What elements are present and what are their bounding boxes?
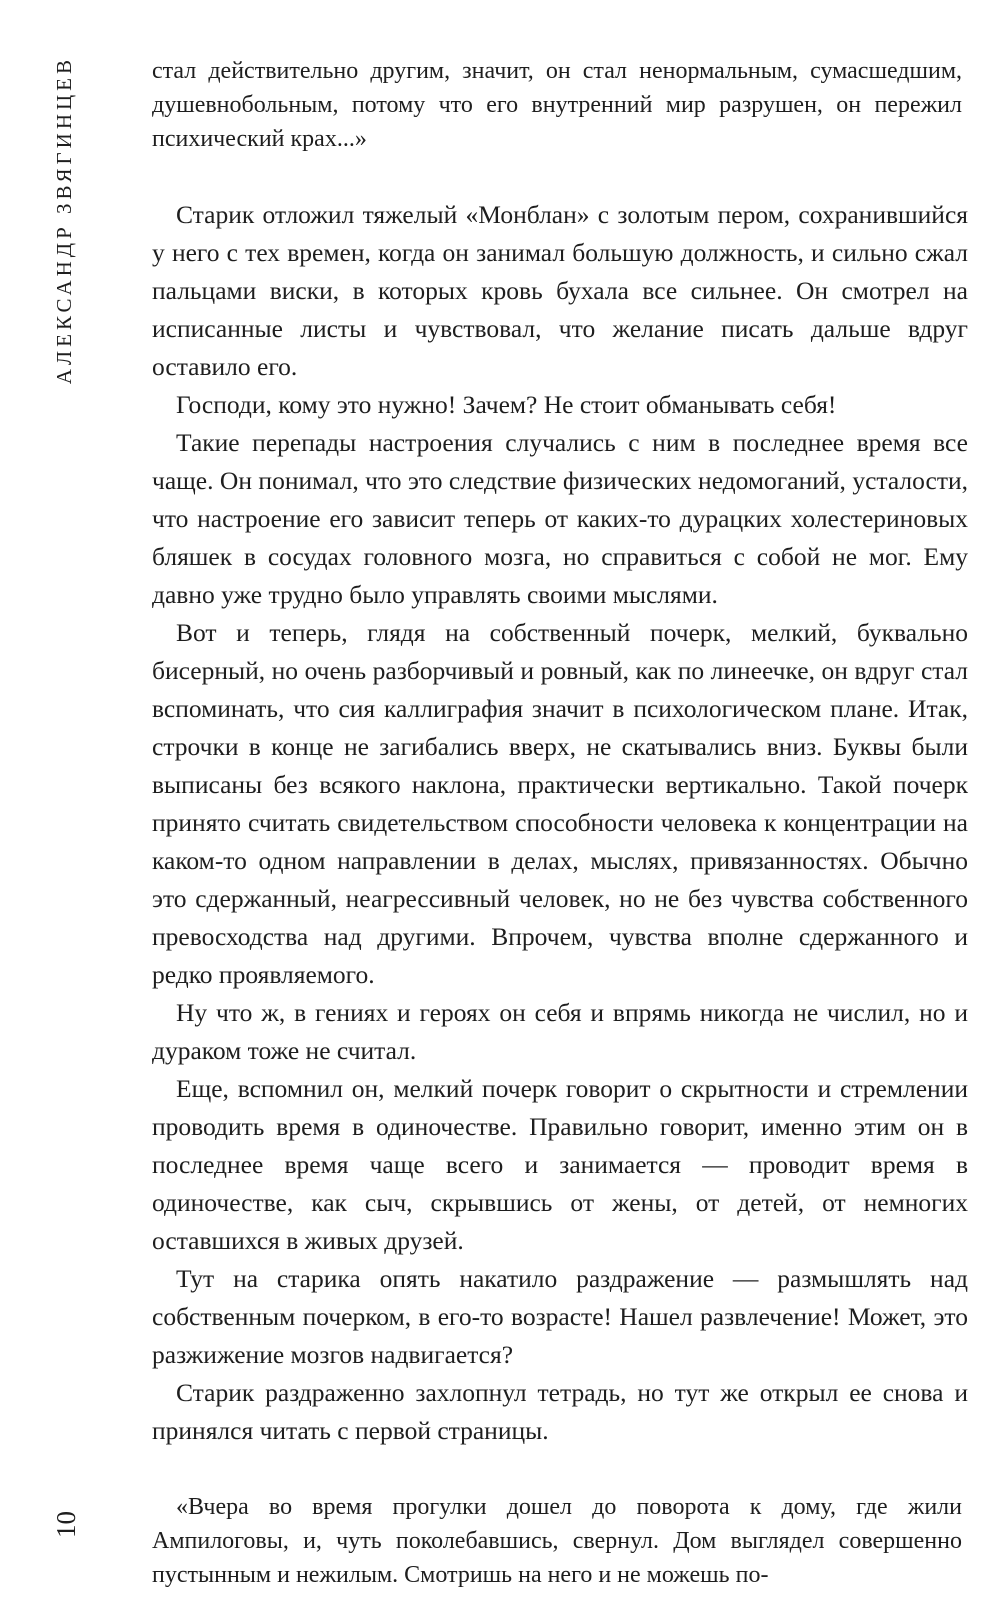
paragraph-2: Господи, кому это нужно! Зачем? Не стоит обманывать себя! — [176, 390, 837, 419]
paragraph-5: Ну что ж, в гениях и героях он себя и впрямь никогда не числил, но и дураком тоже не считал. — [152, 998, 968, 1065]
paragraph-3: Такие перепады настроения случались с ним в последнее время все чаще. Он понимал, что это следствие физических недомоганий, усталости, что настроение его зависит теперь от каких-то дурацких холестериновых бляшек в сосудах головного мозга, но справиться с собой не мог. Ему давно уже трудно было управлять своими мыслями. — [152, 428, 968, 609]
section-break — [152, 1450, 968, 1490]
page-number-text: 10 — [50, 1510, 81, 1538]
running-head-author — [42, 40, 86, 400]
text-column — [152, 54, 968, 1592]
quote-ending-paragraph: стал действительно другим, значит, он стал ненормальным, сумасшедшим, душевнобольным, потому что его внутренний мир разрушен, он пережил психический крах...» — [152, 58, 962, 152]
quote-start-paragraph: «Вчера во время прогулки дошел до поворота к дому, где жили Ампилоговы, и, чуть поколебавшись, свернул. Дом выглядел совершенно пустынным и нежилым. Смотришь на него и не можешь по- — [152, 1494, 962, 1588]
page-number — [48, 1494, 84, 1554]
paragraph-8: Старик раздраженно захлопнул тетрадь, но тут же открыл ее снова и принялся читать с первой страницы. — [152, 1378, 968, 1445]
section-break — [152, 156, 968, 196]
paragraph-1: Старик отложил тяжелый «Монблан» с золотым пером, сохранившийся у него с тех времен, когда он занимал большую должность, и сильно сжал пальцами виски, в которых кровь бухала все сильнее. Он смотрел на исписанные листы и чувствовал, что желание писать дальше вдруг оставило его. — [152, 200, 968, 381]
paragraph-7: Тут на старика опять накатило раздражение — размышлять над собственным почерком, в его-то возрасте! Нашел развлечение! Может, это разжижение мозгов надвигается? — [152, 1264, 968, 1369]
paragraph-4: Вот и теперь, глядя на собственный почерк, мелкий, буквально бисерный, но очень разборчивый и ровный, как по линеечке, он вдруг стал вспоминать, что сия каллиграфия значит в психологическом плане. Итак, строчки в конце не загибались вверх, не скатывались вниз. Буквы были выписаны без всякого наклона, практически вертикально. Такой почерк принято считать свидетельством способности человека к концентрации на каком-то одном направлении в делах, мыслях, привязанностях. Обычно это сдержанный, неагрессивный человек, но не без чувства собственного превосходства над другими. Впрочем, чувства вполне сдержанного и редко проявляемого. — [152, 618, 968, 989]
paragraph-6: Еще, вспомнил он, мелкий почерк говорит о скрытности и стремлении проводить время в одиночестве. Правильно говорит, именно этим он в последнее время чаще всего и занимается — проводит время в одиночестве, как сыч, скрывшись от жены, от детей, от немногих оставшихся в живых друзей. — [152, 1074, 968, 1255]
author-name: АЛЕКСАНДР ЗВЯГИНЦЕВ — [51, 55, 76, 385]
